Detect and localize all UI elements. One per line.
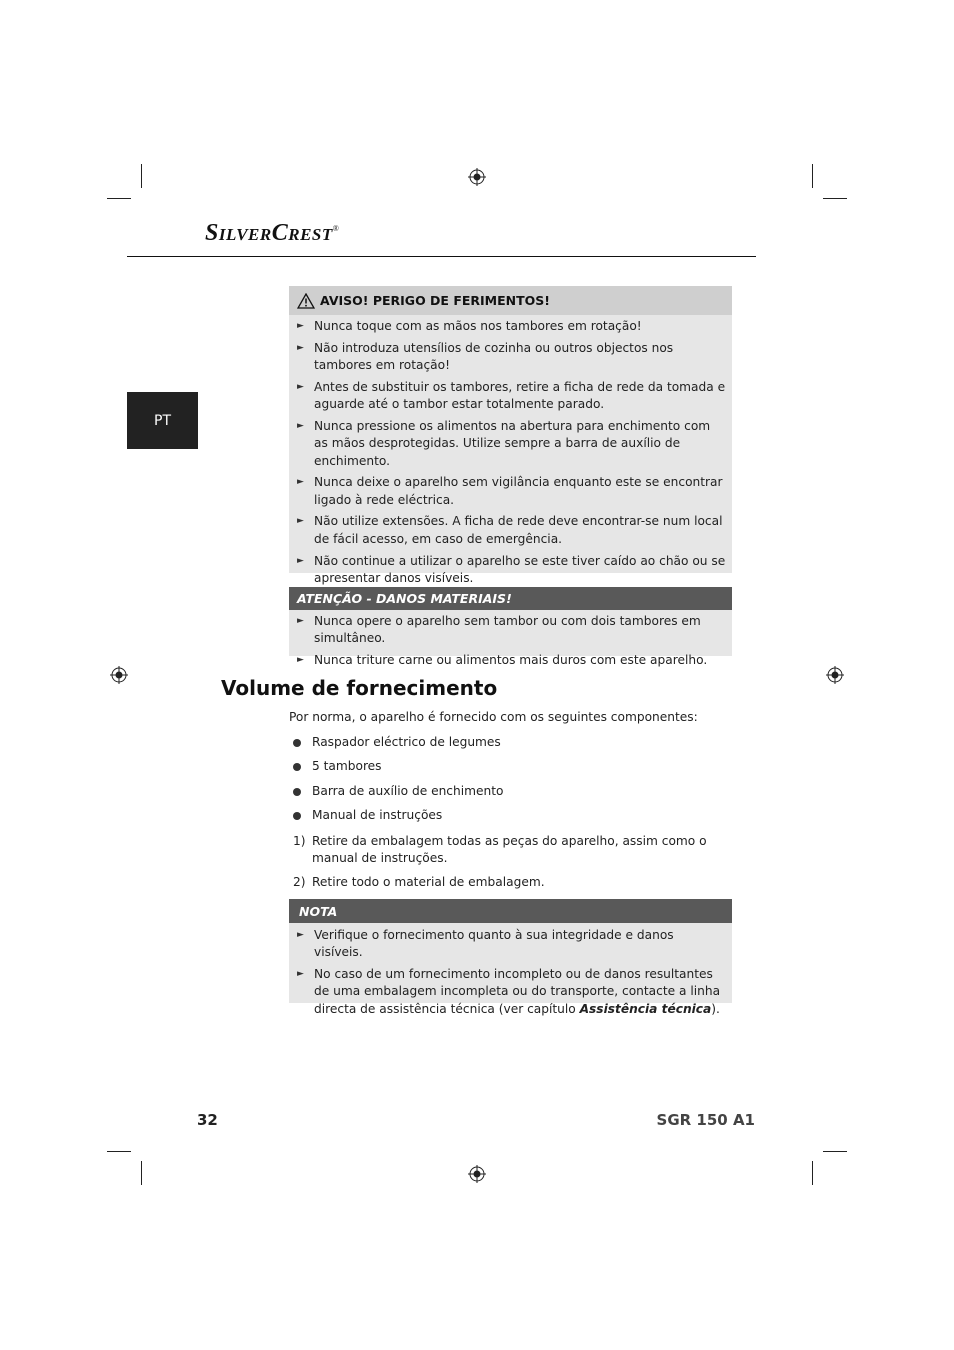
- page-number: 32: [197, 1111, 218, 1129]
- registration-mark-icon: [826, 666, 844, 684]
- section-title: Volume de fornecimento: [221, 676, 498, 700]
- crop-mark: [812, 1161, 813, 1185]
- list-item: ► Nunca pressione os alimentos na abertura para enchimento com as mãos desprotegidas. Utilize sempre a barra de auxílio de enchimento.: [297, 418, 711, 468]
- list-item: 5 tambores: [293, 758, 503, 782]
- list-item: ► Antes de substituir os tambores, retire a ficha de rede da tomada e aguarde até o tambor estar totalmente parado.: [297, 379, 726, 412]
- warning-box: [289, 286, 732, 585]
- crop-mark: [107, 1151, 131, 1152]
- model-number: SGR 150 A1: [656, 1111, 755, 1129]
- header-rule: [127, 256, 756, 257]
- list-item: Manual de instruções: [293, 807, 503, 831]
- list-item: ► No caso de um fornecimento incompleto ou de danos resultantes de uma embalagem incompleta ou do transporte, contacte a linha directa de assistência técnica (ver capítulo Assistência técnica).: [297, 967, 721, 1016]
- list-item: ► Nunca triture carne ou alimentos mais duros com este aparelho.: [297, 653, 708, 668]
- note-box-header: [289, 899, 732, 923]
- list-item: ► Não introduza utensílios de cozinha ou outros objectos nos tambores em rotação!: [297, 340, 674, 373]
- attention-box-header: [289, 587, 732, 610]
- registration-mark-icon: [110, 666, 128, 684]
- note-box-title: NOTA: [299, 903, 338, 919]
- list-item: Barra de auxílio de enchimento: [293, 783, 503, 807]
- crop-mark: [823, 198, 847, 199]
- crop-mark: [812, 164, 813, 188]
- attention-box-title: ATENÇÃO - DANOS MATERIAIS!: [297, 591, 512, 606]
- list-item: ► Nunca deixe o aparelho sem vigilância enquanto este se encontrar ligado à rede eléctrica.: [297, 475, 723, 507]
- note-box: [289, 899, 732, 1016]
- attention-box: [289, 587, 732, 668]
- registration-mark-icon: [468, 1165, 486, 1183]
- list-item: ► Verifique o fornecimento quanto à sua integridade e danos visíveis.: [297, 928, 674, 960]
- list-item: ► Não utilize extensões. A ficha de rede deve encontrar-se num local de fácil acesso, em caso de emergência.: [297, 514, 723, 546]
- list-item: Raspador eléctrico de legumes: [293, 734, 503, 758]
- warning-box-title: AVISO! PERIGO DE FERIMENTOS!: [320, 293, 550, 308]
- list-item: ► Nunca opere o aparelho sem tambor ou com dois tambores em simultâneo.: [297, 614, 701, 646]
- registration-mark-icon: [468, 168, 486, 186]
- warning-triangle-icon: [297, 293, 315, 309]
- list-item: ► Não continue a utilizar o aparelho se este tiver caído ao chão ou se apresentar danos visíveis.: [297, 553, 726, 585]
- step-item: 2) Retire todo o material de embalagem.: [293, 875, 545, 889]
- components-list: [293, 734, 503, 831]
- crop-mark: [823, 1151, 847, 1152]
- crop-mark: [141, 164, 142, 188]
- list-item: ► Nunca toque com as mãos nos tambores em rotação!: [297, 319, 642, 333]
- chapter-reference: Assistência técnica: [579, 1001, 712, 1016]
- section-intro: Por norma, o aparelho é fornecido com os seguintes componentes:: [289, 710, 698, 724]
- warning-box-header: [289, 286, 732, 315]
- crop-mark: [107, 198, 131, 199]
- brand-logo: SilverCrest®: [205, 220, 340, 246]
- step-item: 1) Retire da embalagem todas as peças do aparelho, assim como o manual de instruções.: [293, 834, 707, 865]
- language-tab: PT: [127, 392, 198, 449]
- crop-mark: [141, 1161, 142, 1185]
- steps-list: [293, 833, 735, 898]
